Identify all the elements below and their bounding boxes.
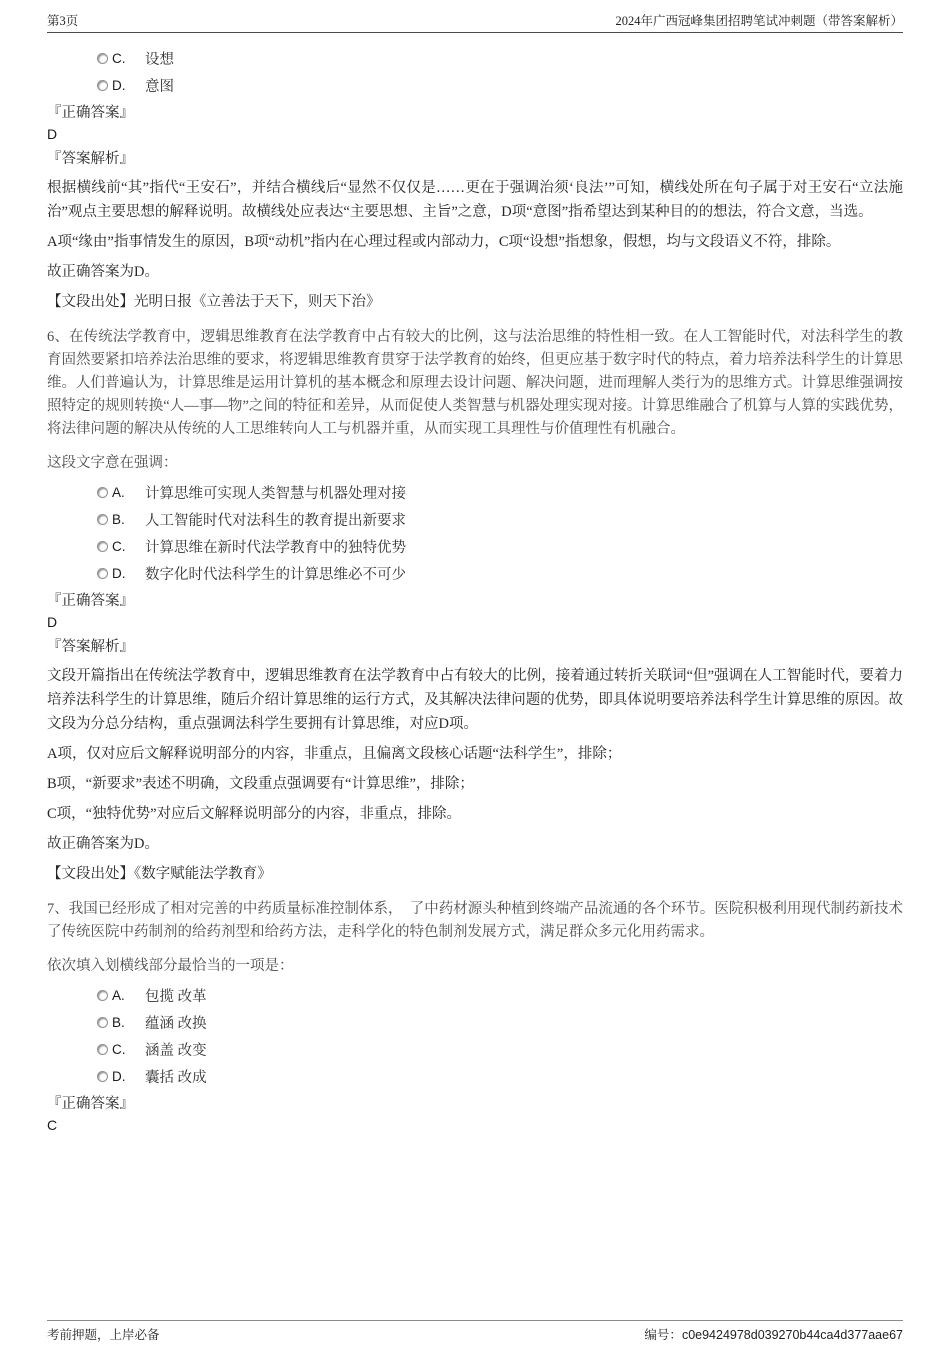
option-row-c[interactable] — [97, 1036, 903, 1063]
page-number: 第3页 — [47, 14, 79, 28]
option-row-c[interactable] — [97, 533, 903, 560]
option-letter: C. — [112, 51, 126, 66]
correct-answer-value: D — [47, 614, 58, 630]
option-row-c[interactable] — [97, 45, 903, 72]
question7-options — [97, 982, 903, 1090]
radio-button[interactable] — [97, 1044, 108, 1055]
option-row-b[interactable] — [97, 506, 903, 533]
question6-stem: 6、在传统法学教育中，逻辑思维教育在法学教育中占有较大的比例，这与法治思维的特性相一致。在人工智能时代，对法科学生的教育固然要紧扣培养法治思维的要求，将逻辑思维教育贯穿于法学教育的始终，但更应基于数字时代的特点，着力培养法科学生的计算思维。人们普遍认为，计算思维是运用计算机的基本概念和原理去设计问题、解决问题，进而理解人类行为的思维方式。计算思维强调按照特定的规则转换“人—事—物”之间的特征和差异，从而促使人类智慧与机器处理实现对接。计算思维融合了机算与人算的实践优势，将法律问题的解决从传统的人工思维转向人工与机器并重，从而实现工具理性与价值理性有机融合。 — [47, 329, 903, 437]
radio-button[interactable] — [97, 568, 108, 579]
option-text: 数字化时代法科学生的计算思维必不可少 — [145, 567, 406, 583]
radio-button[interactable] — [97, 80, 108, 91]
doc-code-line — [644, 1325, 903, 1343]
page-footer — [47, 1320, 903, 1343]
option-letter: B. — [112, 512, 125, 527]
radio-button[interactable] — [97, 487, 108, 498]
analysis-heading: 『答案解析』 — [47, 151, 134, 167]
option-text: 计算思维在新时代法学教育中的独特优势 — [145, 540, 406, 556]
option-letter: D. — [112, 566, 126, 581]
option-row-d[interactable] — [97, 72, 903, 99]
footer-slogan: 考前押题，上岸必备 — [47, 1328, 160, 1342]
analysis-conclusion: 故正确答案为D。 — [47, 836, 159, 852]
option-text: 意图 — [145, 79, 174, 95]
question6-options — [97, 479, 903, 587]
source-line: 【文段出处】光明日报《立善法于天下，则天下治》 — [47, 294, 381, 310]
radio-button[interactable] — [97, 990, 108, 1001]
analysis-paragraph: A项“缘由”指事情发生的原因，B项“动机”指内在心理过程或内部动力，C项“设想”指想象，假想，均与文段语义不符，排除。 — [47, 234, 841, 250]
page-header — [47, 0, 903, 33]
question7-stem: 7、我国已经形成了相对完善的中药质量标准控制体系， 了中药材源头种植到终端产品流通的各个环节。医院积极利用现代制药新技术 了传统医院中药制剂的给药剂型和给药方法，走科学化的特色制剂发展方式，满足群众多元化用药需求。 — [47, 901, 903, 940]
analysis-paragraph: C项，“独特优势”对应后文解释说明部分的内容，非重点，排除。 — [47, 806, 462, 822]
option-letter: C. — [112, 1042, 126, 1057]
doc-code-value: c0e9424978d039270b44ca4d377aae67 — [681, 1328, 903, 1342]
analysis-conclusion: 故正确答案为D。 — [47, 264, 159, 280]
radio-button[interactable] — [97, 514, 108, 525]
question6-prompt: 这段文字意在强调： — [47, 455, 178, 471]
option-text: 包揽 改革 — [145, 989, 207, 1005]
correct-answer-value: D — [47, 126, 58, 142]
correct-answer-heading: 『正确答案』 — [47, 593, 134, 609]
option-letter: B. — [112, 1015, 125, 1030]
option-text: 蕴涵 改换 — [145, 1016, 207, 1032]
option-text: 涵盖 改变 — [145, 1043, 207, 1059]
question5-options — [97, 45, 903, 99]
option-text: 人工智能时代对法科生的教育提出新要求 — [145, 513, 406, 529]
radio-button[interactable] — [97, 1071, 108, 1082]
option-letter: D. — [112, 78, 126, 93]
document-title: 2024年广西冠峰集团招聘笔试冲刺题（带答案解析） — [615, 14, 903, 28]
radio-button[interactable] — [97, 53, 108, 64]
correct-answer-heading: 『正确答案』 — [47, 105, 134, 121]
analysis-paragraph: 根据横线前“其”指代“王安石”，并结合横线后“显然不仅仅是……更在于强调治须‘良法’”可知，横线处所在句子属于对王安石“立法施治”观点主要思想的解释说明。故横线处应表达“主要思想、主旨”之意，D项“意图”指希望达到某种目的的想法，符合文意，当选。 — [47, 180, 903, 220]
correct-answer-value: C — [47, 1117, 58, 1133]
option-letter: D. — [112, 1069, 126, 1084]
radio-button[interactable] — [97, 541, 108, 552]
analysis-paragraph: B项，“新要求”表述不明确，文段重点强调要有“计算思维”，排除； — [47, 776, 474, 792]
option-row-a[interactable] — [97, 982, 903, 1009]
doc-code-label: 编号： — [644, 1328, 682, 1342]
radio-button[interactable] — [97, 1017, 108, 1028]
analysis-heading: 『答案解析』 — [47, 639, 134, 655]
option-row-d[interactable] — [97, 1063, 903, 1090]
option-row-b[interactable] — [97, 1009, 903, 1036]
option-letter: A. — [112, 988, 125, 1003]
analysis-paragraph: 文段开篇指出在传统法学教育中，逻辑思维教育在法学教育中占有较大的比例，接着通过转折关联词“但”强调在人工智能时代，要着力培养法科学生的计算思维，随后介绍计算思维的运行方式，及其解决法律问题的优势，即具体说明要培养法科学生计算思维的原因。故文段为分总分结构，重点强调法科学生要拥有计算思维，对应D项。 — [47, 668, 903, 732]
option-text: 设想 — [145, 52, 174, 68]
analysis-paragraph: A项，仅对应后文解释说明部分的内容，非重点，且偏离文段核心话题“法科学生”，排除； — [47, 746, 622, 762]
option-letter: A. — [112, 485, 125, 500]
option-text: 囊括 改成 — [145, 1070, 207, 1086]
correct-answer-heading: 『正确答案』 — [47, 1096, 134, 1112]
option-text: 计算思维可实现人类智慧与机器处理对接 — [145, 486, 406, 502]
question7-prompt: 依次填入划横线部分最恰当的一项是： — [47, 958, 294, 974]
source-line: 【文段出处】《数字赋能法学教育》 — [47, 866, 272, 882]
option-row-d[interactable] — [97, 560, 903, 587]
option-row-a[interactable] — [97, 479, 903, 506]
option-letter: C. — [112, 539, 126, 554]
